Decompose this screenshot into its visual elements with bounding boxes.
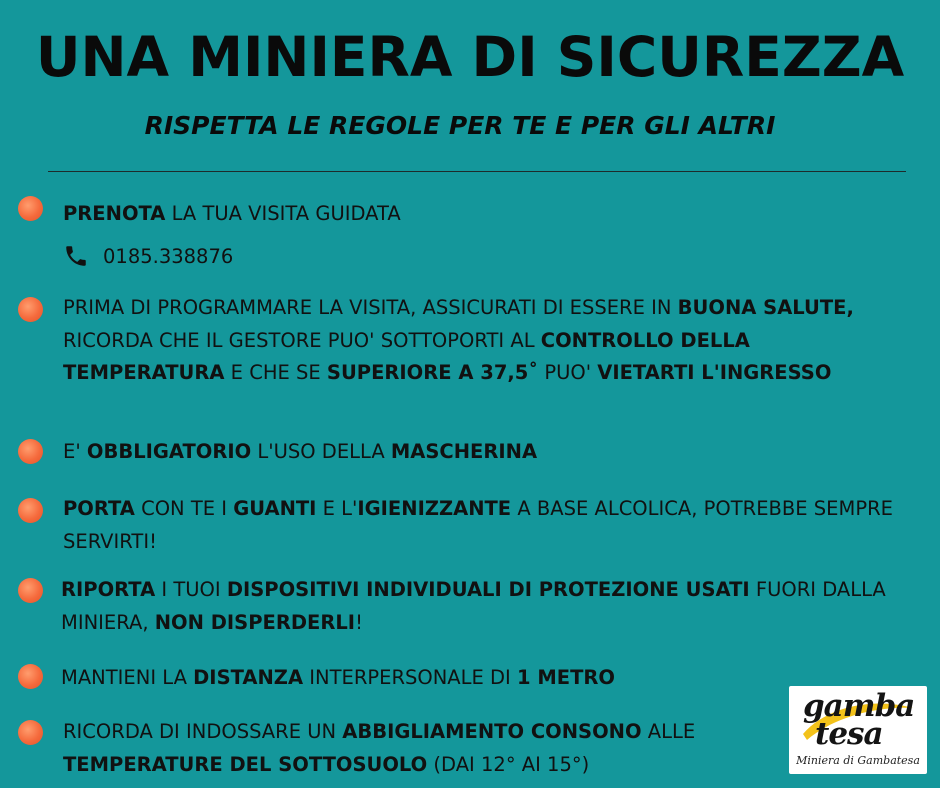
divider — [48, 171, 906, 172]
list-item — [63, 198, 903, 231]
emphasis-text: NON DISPERDERLI — [154, 610, 356, 634]
body-text: INTERPERSONALE DI — [303, 666, 517, 689]
emphasis-text: PRENOTA — [63, 202, 166, 225]
body-text: PRIMA DI PROGRAMMARE LA VISITA, ASSICURATI DI ESSERE IN — [63, 296, 678, 319]
body-text: I TUOI — [155, 578, 227, 601]
body-text: A BASE ALCOLICA, POTREBBE SEMPRE SERVIRTI! — [63, 497, 893, 553]
emphasis-text: TEMPERATURE DEL SOTTOSUOLO — [63, 752, 428, 776]
emphasis-text: CONTROLLO DELLA TEMPERATURA — [63, 328, 750, 384]
body-text: LA TUA VISITA GUIDATA — [165, 202, 401, 225]
list-item — [61, 662, 901, 695]
bullet-icon — [18, 196, 43, 221]
emphasis-text: GUANTI — [233, 497, 317, 520]
bullet-icon — [18, 297, 43, 322]
list-item — [63, 716, 783, 781]
bullet-icon — [18, 664, 43, 689]
body-text: E L' — [316, 497, 358, 520]
body-text: ALLE — [641, 720, 696, 743]
bullet-icon — [18, 720, 43, 745]
body-text: MANTIENI LA — [61, 666, 194, 689]
phone-number[interactable]: 0185.338876 — [103, 244, 234, 268]
body-text: (DAI 12° AI 15°) — [427, 752, 590, 776]
page-subtitle: RISPETTA LE REGOLE PER TE E PER GLI ALTRI — [144, 111, 776, 140]
bullet-icon — [18, 578, 43, 603]
logo-line-1: gamba — [803, 688, 915, 724]
emphasis-text: BUONA SALUTE, — [677, 296, 854, 319]
body-text: RICORDA CHE IL GESTORE PUO' SOTTOPORTI AL — [63, 328, 541, 352]
list-item — [63, 292, 893, 390]
emphasis-text: DISTANZA — [193, 666, 304, 689]
body-text: E CHE SE — [224, 361, 327, 384]
logo-line-2: tesa — [815, 716, 883, 752]
emphasis-text: IGIENIZZANTE — [357, 497, 512, 520]
emphasis-text: 1 METRO — [517, 666, 615, 689]
bullet-icon — [18, 498, 43, 523]
gambatesa-logo — [789, 686, 927, 774]
body-text: RICORDA DI INDOSSARE UN — [63, 720, 343, 743]
body-text: ! — [355, 610, 363, 634]
body-text: E' — [63, 440, 87, 463]
page-title: UNA MINIERA DI SICUREZZA — [35, 25, 905, 89]
emphasis-text: OBBLIGATORIO — [86, 440, 252, 463]
emphasis-text: VIETARTI L'INGRESSO — [597, 361, 832, 384]
phone-row — [63, 240, 233, 272]
list-item — [63, 436, 903, 469]
body-text: PUO' — [538, 361, 598, 384]
list-item — [61, 574, 906, 639]
emphasis-text: RIPORTA — [61, 578, 156, 601]
body-text: FUORI DALLA MINIERA, — [61, 578, 886, 634]
list-item — [63, 493, 903, 558]
logo-tagline: Miniera di Gambatesa — [796, 754, 920, 767]
emphasis-text: MASCHERINA — [390, 440, 538, 463]
phone-icon — [63, 243, 89, 269]
emphasis-text: ABBIGLIAMENTO CONSONO — [342, 720, 642, 743]
emphasis-text: PORTA — [63, 497, 135, 520]
emphasis-text: SUPERIORE A 37,5˚ — [326, 361, 539, 384]
body-text: L'USO DELLA — [251, 440, 391, 463]
bullet-icon — [18, 439, 43, 464]
emphasis-text: DISPOSITIVI INDIVIDUALI DI PROTEZIONE USATI — [226, 578, 750, 601]
body-text: CON TE I — [134, 497, 234, 520]
